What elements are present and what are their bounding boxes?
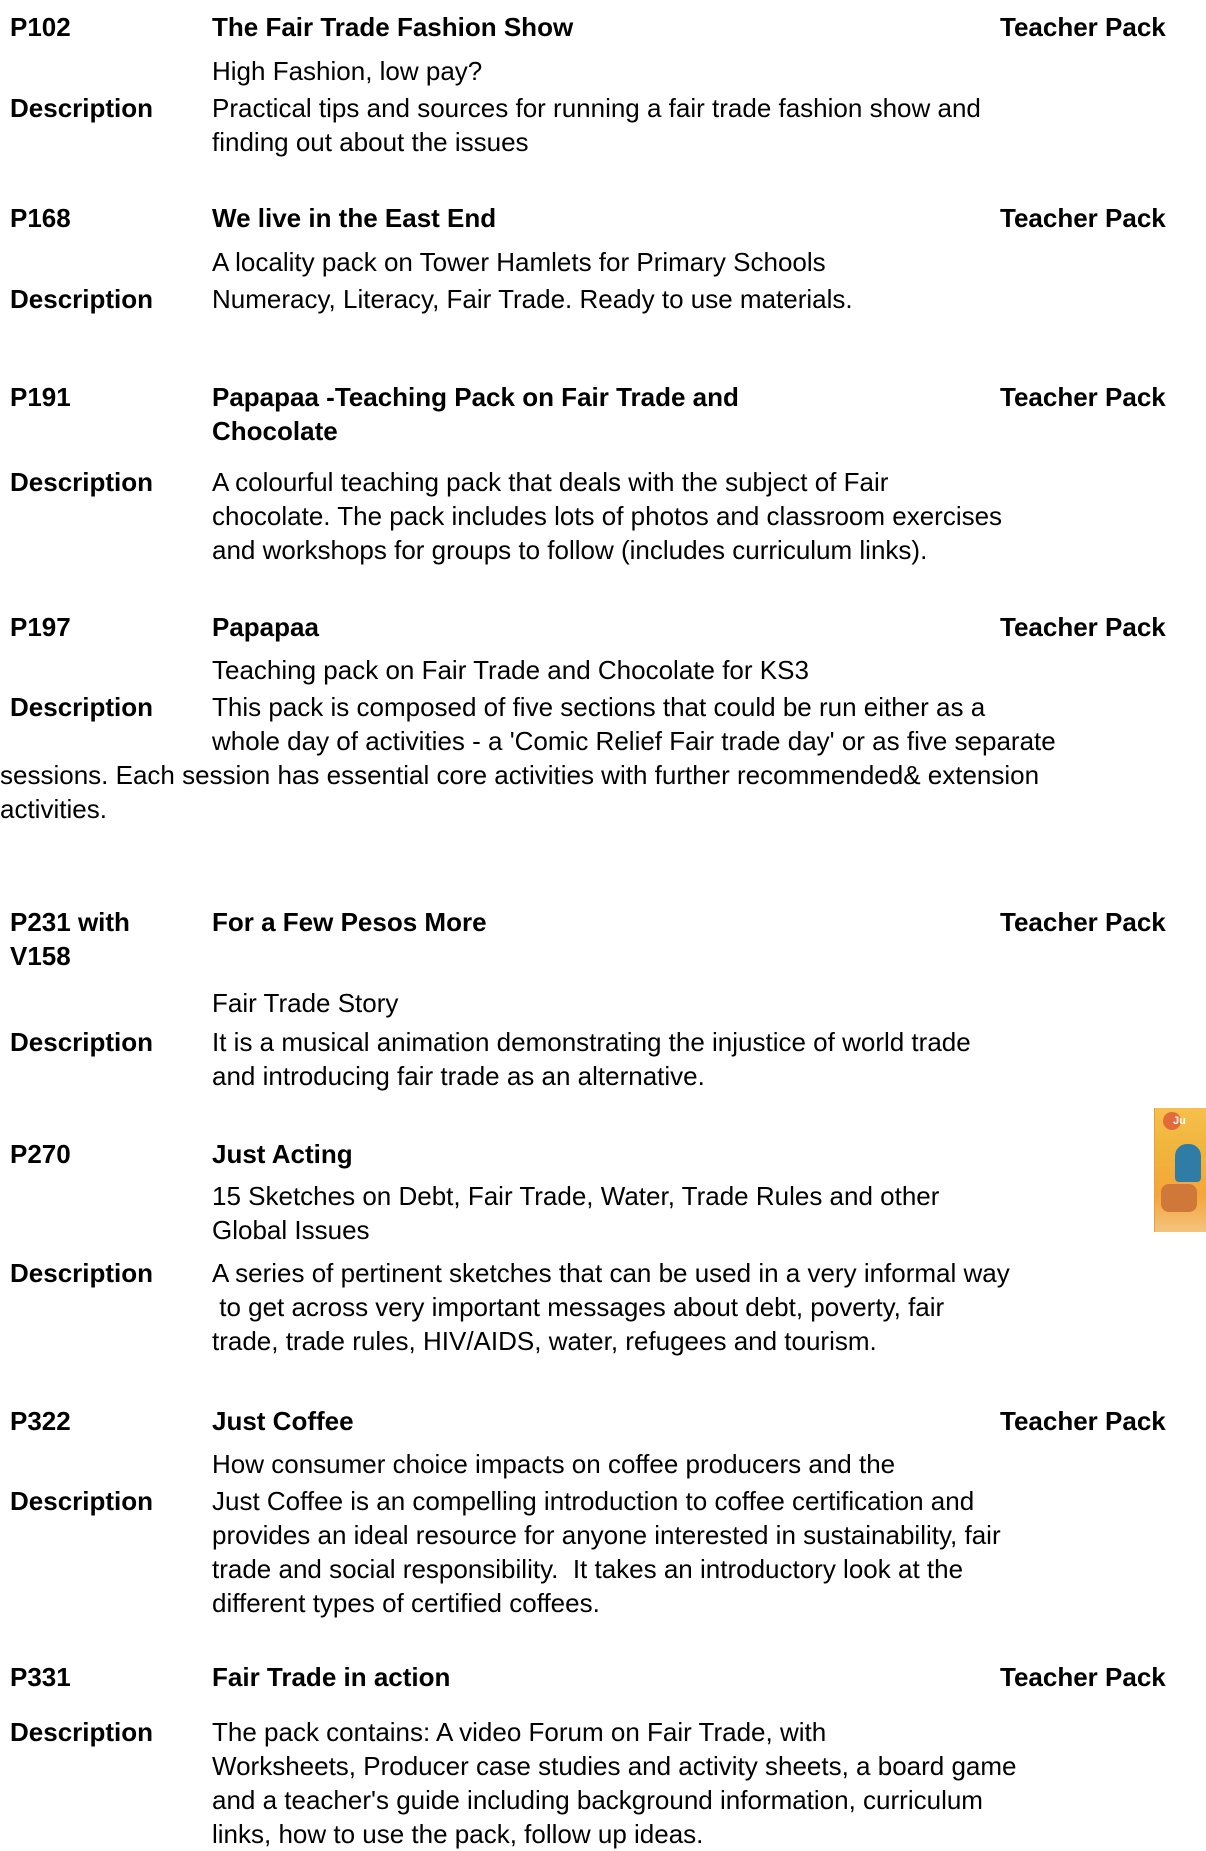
description-line: different types of certified coffees. [212, 1588, 600, 1618]
description-line: finding out about the issues [212, 127, 529, 157]
description-line: Worksheets, Producer case studies and activity sheets, a board game [212, 1751, 1017, 1781]
description-line: Practical tips and sources for running a fair trade fashion show and [212, 93, 981, 123]
entry-subtitle: High Fashion, low pay? [212, 56, 483, 86]
description-label: Description [10, 1258, 154, 1288]
entry-code: P168 [10, 203, 71, 233]
description-line: It is a musical animation demonstrating the injustice of world trade [212, 1027, 971, 1057]
entry-title: Fair Trade in action [212, 1662, 451, 1692]
description-line: Numeracy, Literacy, Fair Trade. Ready to use materials. [212, 284, 853, 314]
entry-type: Teacher Pack [1000, 1406, 1166, 1436]
book-cover-image [1154, 1108, 1206, 1232]
entry-title: We live in the East End [212, 203, 497, 233]
entry-code-line: P231 with [10, 907, 130, 937]
description-label: Description [10, 1717, 154, 1747]
description-line: trade and social responsibility. It takes an introductory look at the [212, 1554, 964, 1584]
entry-type: Teacher Pack [1000, 907, 1166, 937]
entry-title: The Fair Trade Fashion Show [212, 12, 574, 42]
description-line: This pack is composed of five sections that could be run either as a [212, 692, 986, 722]
description-line: to get across very important messages about debt, poverty, fair [212, 1292, 945, 1322]
entry-code: P191 [10, 382, 71, 412]
entry-code-line: V158 [10, 941, 71, 971]
entry-type: Teacher Pack [1000, 612, 1166, 642]
description-line: and introducing fair trade as an alternative. [212, 1061, 705, 1091]
entry-title-line: Papapaa -Teaching Pack on Fair Trade and [212, 382, 739, 412]
entry-type: Teacher Pack [1000, 12, 1166, 42]
entry-code: P102 [10, 12, 71, 42]
description-line: activities. [0, 794, 107, 824]
cover-figure-icon [1161, 1184, 1197, 1212]
entry-code: P331 [10, 1662, 71, 1692]
entry-type: Teacher Pack [1000, 203, 1166, 233]
entry-title-line: Chocolate [212, 416, 338, 446]
entry-title: For a Few Pesos More [212, 907, 487, 937]
description-line: whole day of activities - a 'Comic Relief Fair trade day' or as five separate [212, 726, 1056, 756]
description-label: Description [10, 284, 154, 314]
entry-type: Teacher Pack [1000, 1662, 1166, 1692]
description-label: Description [10, 93, 154, 123]
entry-code: P197 [10, 612, 71, 642]
entry-subtitle: How consumer choice impacts on coffee producers and the [212, 1449, 896, 1479]
entry-title: Just Acting [212, 1139, 353, 1169]
description-line: chocolate. The pack includes lots of photos and classroom exercises [212, 501, 1003, 531]
cover-text: Ju [1173, 1115, 1186, 1127]
description-line: links, how to use the pack, follow up ideas. [212, 1819, 704, 1849]
entry-code: P270 [10, 1139, 71, 1169]
description-line: and workshops for groups to follow (includes curriculum links). [212, 535, 928, 565]
entry-type: Teacher Pack [1000, 382, 1166, 412]
entry-subtitle: A locality pack on Tower Hamlets for Primary Schools [212, 247, 826, 277]
entry-subtitle-line: Global Issues [212, 1215, 370, 1245]
entry-subtitle: Teaching pack on Fair Trade and Chocolate for KS3 [212, 655, 809, 685]
description-line: sessions. Each session has essential core activities with further recommended& extension [0, 760, 1040, 790]
cover-figure-icon [1175, 1144, 1201, 1182]
description-line: A series of pertinent sketches that can be used in a very informal way [212, 1258, 1010, 1288]
entry-title: Just Coffee [212, 1406, 354, 1436]
description-label: Description [10, 467, 154, 497]
entry-subtitle-line: 15 Sketches on Debt, Fair Trade, Water, Trade Rules and other [212, 1181, 940, 1211]
entry-title: Papapaa [212, 612, 319, 642]
entry-code: P322 [10, 1406, 71, 1436]
description-label: Description [10, 692, 154, 722]
description-line: provides an ideal resource for anyone interested in sustainability, fair [212, 1520, 1001, 1550]
description-line: Just Coffee is an compelling introduction to coffee certification and [212, 1486, 975, 1516]
description-label: Description [10, 1027, 154, 1057]
description-line: trade, trade rules, HIV/AIDS, water, refugees and tourism. [212, 1326, 877, 1356]
description-line: and a teacher's guide including background information, curriculum [212, 1785, 983, 1815]
entry-subtitle: Fair Trade Story [212, 988, 399, 1018]
description-label: Description [10, 1486, 154, 1516]
description-line: A colourful teaching pack that deals with the subject of Fair [212, 467, 889, 497]
description-line: The pack contains: A video Forum on Fair Trade, with [212, 1717, 827, 1747]
